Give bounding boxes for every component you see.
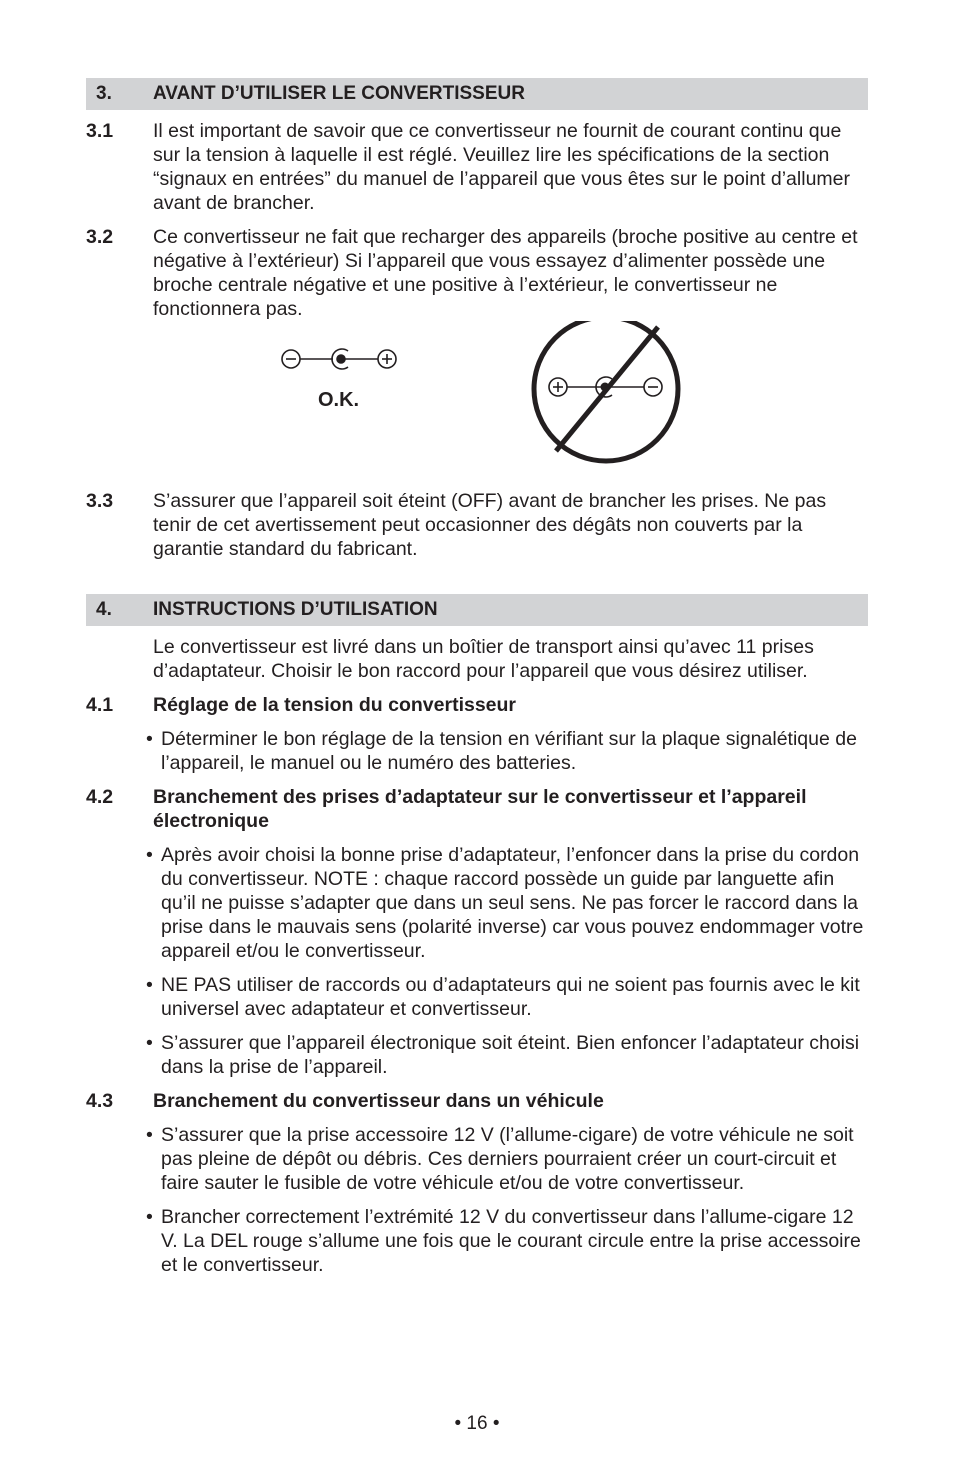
bullet-text: Brancher correctement l’extrémité 12 V du convertisseur dans l’allume-cigare 12 V. La DEL rouge s’allume une fois que le courant circule entre la prise accessoire et le convertisseur. xyxy=(161,1206,861,1276)
bullet-item xyxy=(146,1205,868,1277)
polarity-diagram xyxy=(86,321,868,489)
bullet-text: Déterminer le bon réglage de la tension en vérifiant sur la plaque signalétique de l’appareil, le manuel ou le numéro des batteries. xyxy=(161,728,857,774)
subsection-4-1-heading xyxy=(86,693,868,717)
section-number: 4. xyxy=(96,599,112,620)
ok-label: O.K. xyxy=(318,389,360,411)
polarity-diagram-svg xyxy=(86,321,868,489)
section-title: AVANT D’UTILISER LE CONVERTISSEUR xyxy=(153,83,525,104)
bullet-item xyxy=(146,973,868,1021)
subsection-number: 4.1 xyxy=(86,694,114,716)
subsection-number: 4.3 xyxy=(86,1090,114,1112)
bullet-text: NE PAS utiliser de raccords ou d’adaptateurs qui ne soient pas fournis avec le kit universel avec adaptateur et convertisseur. xyxy=(161,974,860,1020)
bullet-text: S’assurer que la prise accessoire 12 V (l’allume-cigare) de votre véhicule ne soit pas pleine de dépôt ou débris. Ces derniers pourraient créer un court-circuit et faire sauter le fusible de votre véhicule et/ou de votre convertisseur. xyxy=(161,1124,854,1194)
page-number: • 16 • xyxy=(454,1413,500,1434)
bullet-text: S’assurer que l’appareil électronique soit éteint. Bien enfoncer l’adaptateur choisi dans la prise de l’appareil. xyxy=(161,1032,860,1078)
subsection-title: Branchement des prises d’adaptateur sur le convertisseur et l’appareil électronique xyxy=(153,786,807,832)
bullet-dot: • xyxy=(146,1206,153,1228)
item-number: 3.2 xyxy=(86,226,114,248)
bullet-item xyxy=(146,1031,868,1079)
subsection-4-3-heading xyxy=(86,1089,868,1113)
manual-page xyxy=(86,78,868,1277)
item-text: Ce convertisseur ne fait que recharger des appareils (broche positive au centre et négative à l’extérieur) Si l’appareil que vous essayez d’alimenter possède une broche centrale négative et une positive à l’extérieur, le convertisseur ne fonctionnera pas. xyxy=(153,226,858,320)
bullet-item xyxy=(146,727,868,775)
subsection-title: Branchement du convertisseur dans un véhicule xyxy=(153,1090,604,1112)
bullet-dot: • xyxy=(146,1124,153,1146)
ok-polarity-symbol xyxy=(282,349,396,369)
item-number: 3.3 xyxy=(86,490,114,512)
subsection-title: Réglage de la tension du convertisseur xyxy=(153,694,517,716)
section-4-intro xyxy=(86,635,868,683)
item-text: S’assurer que l’appareil soit éteint (OFF) avant de brancher les prises. Ne pas tenir de cet avertissement peut occasionner des dégâts non couverts par la garantie standard du fabricant. xyxy=(153,490,827,560)
bullet-dot: • xyxy=(146,1032,153,1054)
bullet-item xyxy=(146,843,868,963)
bullet-text: Après avoir choisi la bonne prise d’adaptateur, l’enfoncer dans la prise du cordon du convertisseur. NOTE : chaque raccord possède un guide par languette afin qu’il ne puisse s’adapter que dans un seul sens. Ne pas forcer le raccord dans la prise dans le mauvais sens (polarité inverse) car vous pouvez endommager votre appareil et/ou le convertisseur. xyxy=(161,844,864,962)
paragraph-3-2 xyxy=(86,225,868,321)
bullet-dot: • xyxy=(146,728,153,750)
item-text: Il est important de savoir que ce convertisseur ne fournit de courant continu que sur la tension à laquelle il est réglé. Veuillez lire les spécifications de la section “signaux en entrées” du manuel de l’appareil que vous êtes sur le point d’allumer avant de brancher. xyxy=(153,120,850,214)
section-3-header xyxy=(86,78,868,110)
section-number: 3. xyxy=(96,83,112,104)
bullet-item xyxy=(146,1123,868,1195)
item-number: 3.1 xyxy=(86,120,114,142)
section-4-header xyxy=(86,594,868,626)
intro-text: Le convertisseur est livré dans un boîtier de transport ainsi qu’avec 11 prises d’adaptateur. Choisir le bon raccord pour l’appareil que vous désirez utiliser. xyxy=(153,636,814,682)
subsection-number: 4.2 xyxy=(86,786,114,808)
wrong-polarity-symbol xyxy=(534,321,678,461)
bullet-dot: • xyxy=(146,974,153,996)
paragraph-3-3 xyxy=(86,489,868,561)
paragraph-3-1 xyxy=(86,119,868,215)
section-title: INSTRUCTIONS D’UTILISATION xyxy=(153,599,438,620)
bullet-dot: • xyxy=(146,844,153,866)
subsection-4-2-heading xyxy=(86,785,868,833)
